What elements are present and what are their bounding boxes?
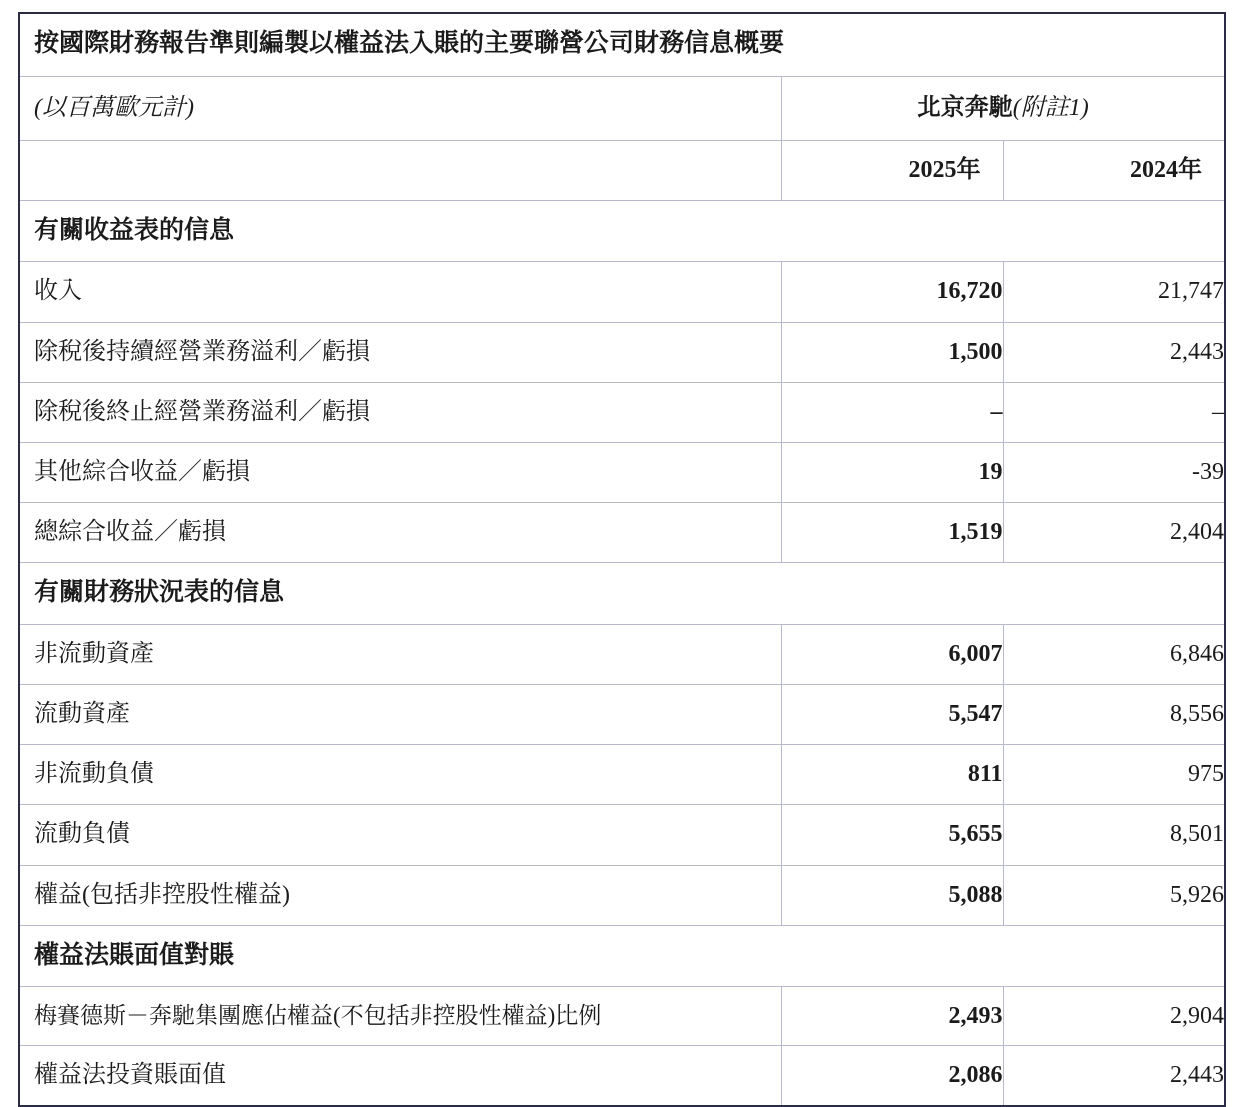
row-label-cell <box>19 685 781 745</box>
row-label-cell <box>19 503 781 563</box>
section-heading: 有關財務狀況表的信息 <box>34 579 285 607</box>
table-row <box>19 745 1225 805</box>
row-value-current: 1,519 <box>781 503 1003 563</box>
row-label-cell <box>19 865 781 925</box>
row-label-cell <box>19 262 781 322</box>
row-label-cell <box>19 987 781 1046</box>
section-heading-row <box>19 200 1225 262</box>
section-heading-row <box>19 925 1225 987</box>
row-label: 梅賽德斯－奔馳集團應佔權益(不包括非控股性權益)比例 <box>34 1003 602 1029</box>
row-label: 流動負債 <box>34 821 130 848</box>
section-heading: 權益法賬面值對賬 <box>34 941 235 969</box>
table-row <box>19 685 1225 745</box>
table-row <box>19 382 1225 442</box>
company-group-cell <box>781 76 1225 140</box>
table-unit-row <box>19 76 1225 140</box>
row-label-cell <box>19 624 781 684</box>
row-label: 總綜合收益／虧損 <box>34 519 226 546</box>
year-header-spacer <box>19 140 781 200</box>
row-label-cell <box>19 322 781 382</box>
table-row <box>19 322 1225 382</box>
row-label: 除稅後持續經營業務溢利／虧損 <box>34 338 370 365</box>
row-label-cell <box>19 805 781 865</box>
table-row <box>19 865 1225 925</box>
row-value-current: 1,500 <box>781 322 1003 382</box>
table-body <box>19 13 1225 1106</box>
associate-financial-summary-table <box>18 12 1226 1107</box>
section-heading-row <box>19 563 1225 625</box>
row-label: 非流動資產 <box>34 640 154 667</box>
row-label: 除稅後終止經營業務溢利／虧損 <box>34 398 370 425</box>
table-row <box>19 624 1225 684</box>
row-value-current: 2,086 <box>781 1046 1003 1107</box>
row-value-previous: 5,926 <box>1003 865 1225 925</box>
table-row <box>19 1046 1225 1107</box>
row-value-previous: 975 <box>1003 745 1225 805</box>
table-row <box>19 262 1225 322</box>
row-value-previous: – <box>1003 382 1225 442</box>
year-header-previous <box>1003 140 1225 200</box>
company-group-label <box>782 77 1225 140</box>
year-label-current: 2025年 <box>908 156 981 183</box>
unit-cell <box>19 76 781 140</box>
row-label: 流動資產 <box>34 701 130 727</box>
row-value-previous: 2,404 <box>1003 503 1225 563</box>
row-label-cell <box>19 382 781 442</box>
section-heading: 有關收益表的信息 <box>34 216 235 244</box>
company-note: (附註1) <box>1012 94 1089 121</box>
row-label: 收入 <box>34 278 82 305</box>
row-label: 非流動負債 <box>34 761 154 788</box>
row-value-current: 2,493 <box>781 987 1003 1046</box>
section-heading-cell <box>19 200 1225 262</box>
table-row <box>19 987 1225 1046</box>
year-label-previous: 2024年 <box>1130 156 1202 183</box>
row-value-current: 6,007 <box>781 624 1003 684</box>
table-row <box>19 503 1225 563</box>
row-value-previous: 2,443 <box>1003 322 1225 382</box>
row-value-previous: 2,904 <box>1003 987 1225 1046</box>
table-row <box>19 805 1225 865</box>
section-heading-cell <box>19 925 1225 987</box>
row-value-current: 5,547 <box>781 685 1003 745</box>
row-label-cell <box>19 442 781 502</box>
table-title: 按國際財務報告準則編製以權益法入賬的主要聯營公司財務信息概要 <box>34 30 785 57</box>
table-year-header-row <box>19 140 1225 200</box>
row-label: 其他綜合收益／虧損 <box>34 458 250 485</box>
row-value-previous: 8,556 <box>1003 685 1225 745</box>
row-value-current: 16,720 <box>781 262 1003 322</box>
row-value-current: 5,655 <box>781 805 1003 865</box>
row-label: 權益(包括非控股性權益) <box>34 881 290 908</box>
company-name: 北京奔馳 <box>916 94 1013 121</box>
table-row <box>19 442 1225 502</box>
table-title-cell <box>19 13 1225 76</box>
year-header-current <box>781 140 1003 200</box>
row-value-previous: 21,747 <box>1003 262 1225 322</box>
row-value-previous: 2,443 <box>1003 1046 1225 1107</box>
row-value-current: 811 <box>781 745 1003 805</box>
row-value-previous: 8,501 <box>1003 805 1225 865</box>
row-value-current: – <box>781 382 1003 442</box>
row-label-cell <box>19 745 781 805</box>
unit-label: (以百萬歐元計) <box>34 94 194 121</box>
row-value-current: 5,088 <box>781 865 1003 925</box>
row-value-current: 19 <box>781 442 1003 502</box>
section-heading-cell <box>19 563 1225 625</box>
row-value-previous: 6,846 <box>1003 624 1225 684</box>
table-title-row <box>19 13 1225 76</box>
row-value-previous: -39 <box>1003 442 1225 502</box>
row-label-cell <box>19 1046 781 1107</box>
row-label: 權益法投資賬面值 <box>34 1062 226 1089</box>
